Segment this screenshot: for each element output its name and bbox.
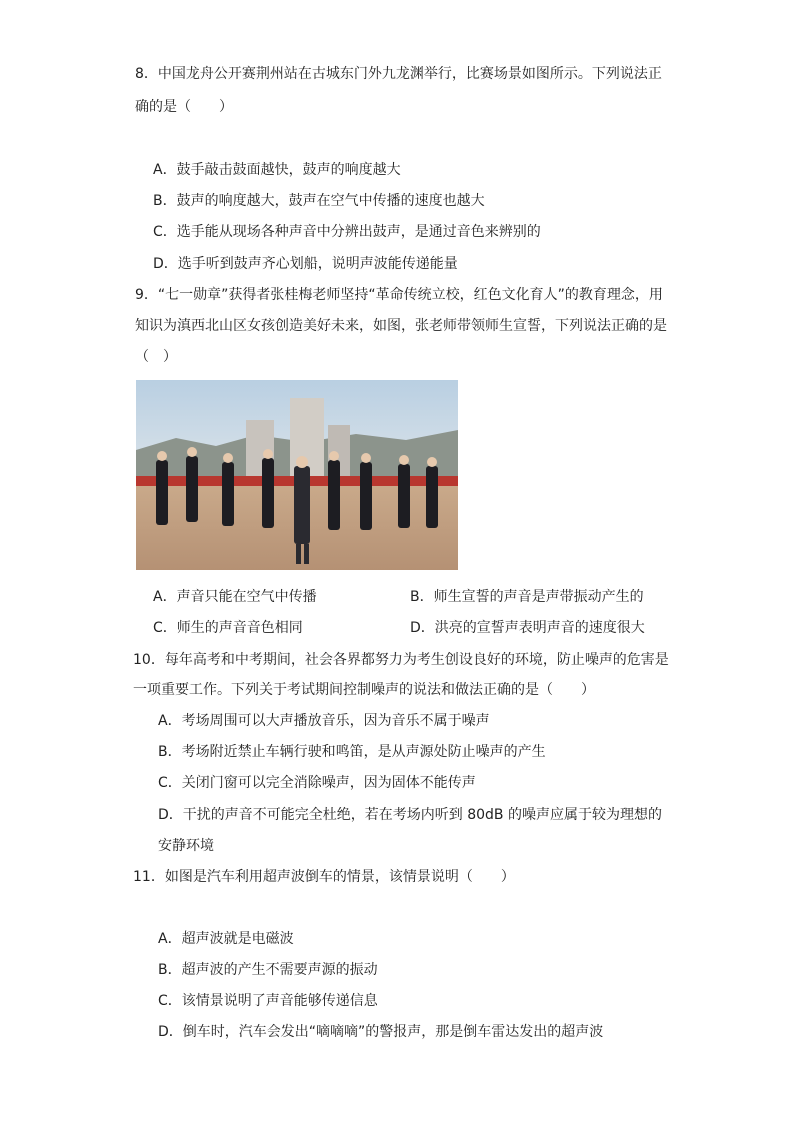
- q9-option-c: C．师生的声音音色相同: [153, 620, 303, 636]
- q8-option-b: B．鼓声的响度越大，鼓声在空气中传播的速度也越大: [153, 193, 485, 209]
- q8-stem-line-1: 8．中国龙舟公开赛荆州站在古城东门外九龙渊举行，比赛场景如图所示。下列说法正: [135, 66, 662, 82]
- q10-option-c: C．关闭门窗可以完全消除噪声，因为固体不能传声: [158, 775, 476, 791]
- q10-option-a: A．考场周围可以大声播放音乐，因为音乐不属于噪声: [158, 713, 490, 729]
- q10-option-d-continued: 安静环境: [158, 838, 214, 854]
- q9-option-b: B．师生宣誓的声音是声带振动产生的: [410, 589, 644, 605]
- q11-stem-line-1: 11．如图是汽车利用超声波倒车的情景，该情景说明（ ）: [133, 869, 515, 885]
- q11-option-c: C．该情景说明了声音能够传递信息: [158, 993, 378, 1009]
- q9-option-d: D．洪亮的宣誓声表明声音的速度很大: [410, 620, 645, 636]
- q9-stem-line-3: （ ）: [135, 349, 177, 365]
- q9-option-a: A．声音只能在空气中传播: [153, 589, 317, 605]
- q9-stem-line-2: 知识为滇西北山区女孩创造美好未来，如图，张老师带领师生宣誓，下列说法正确的是: [135, 318, 667, 334]
- q11-option-b: B．超声波的产生不需要声源的振动: [158, 962, 378, 978]
- q9-stem-line-1: 9．“七一勋章”获得者张桂梅老师坚持“革命传统立校，红色文化育人”的教育理念，用: [135, 287, 663, 303]
- q10-stem-line-2: 一项重要工作。下列关于考试期间控制噪声的说法和做法正确的是（ ）: [133, 682, 595, 698]
- oath-ceremony-photo: [136, 380, 458, 570]
- q11-option-d: D．倒车时，汽车会发出“嘀嘀嘀”的警报声，那是倒车雷达发出的超声波: [158, 1024, 604, 1040]
- q10-stem-line-1: 10．每年高考和中考期间，社会各界都努力为考生创设良好的环境，防止噪声的危害是: [133, 652, 669, 668]
- q10-option-b: B．考场附近禁止车辆行驶和鸣笛，是从声源处防止噪声的产生: [158, 744, 546, 760]
- q8-option-c: C．选手能从现场各种声音中分辨出鼓声，是通过音色来辨别的: [153, 224, 541, 240]
- q8-stem-line-2: 确的是（ ）: [135, 99, 233, 115]
- q8-option-a: A．鼓手敲击鼓面越快，鼓声的响度越大: [153, 162, 401, 178]
- q8-option-d: D．选手听到鼓声齐心划船，说明声波能传递能量: [153, 256, 458, 272]
- q11-option-a: A．超声波就是电磁波: [158, 931, 294, 947]
- q10-option-d: D．干扰的声音不可能完全杜绝，若在考场内听到 80dB 的噪声应属于较为理想的: [158, 807, 662, 823]
